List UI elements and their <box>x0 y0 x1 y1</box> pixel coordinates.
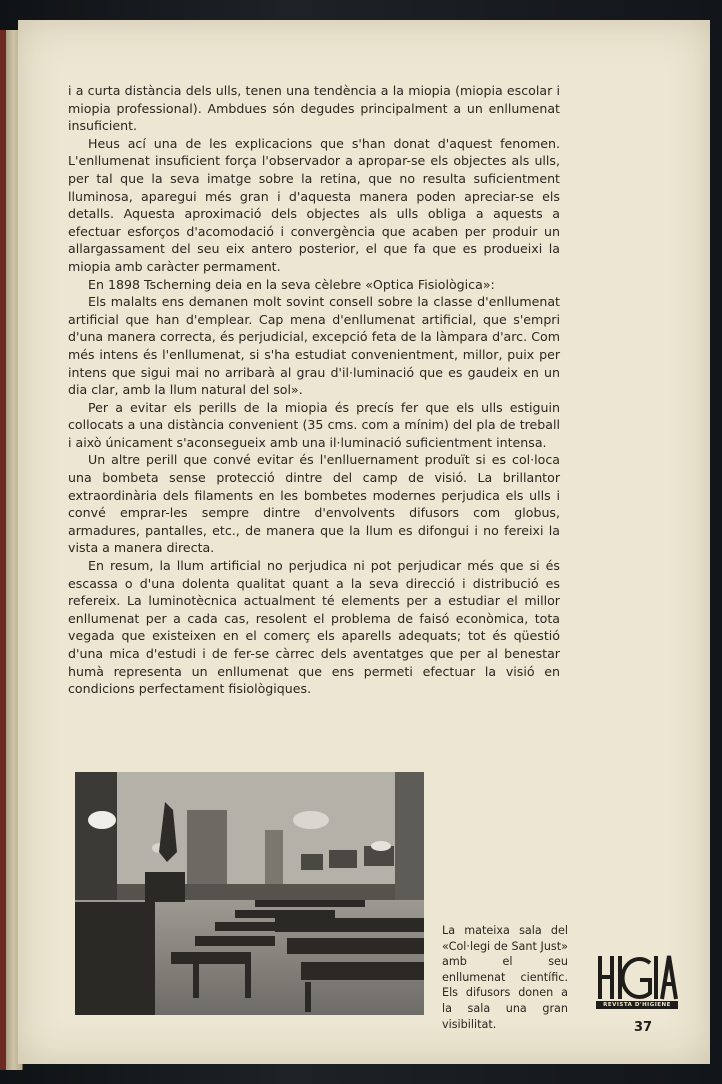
higia-logo <box>596 954 678 1010</box>
paragraph: En resum, la llum artificial no perjudica ni pot perjudicar més que si és escassa o d'una dolenta qualitat quant a la seva direcció i distribució es refereix. La luminotècnica actualment té elements per a estudiar el millor enllumenat per a cada cas, resolent el problema de faisó econòmica, tota vegada que existeixen en el comerç els aparells adequats; tot és qüestió d'una mica d'estudi i de fer-se càrrec dels aventatges que per al benestar humà representa un enllumenat que ens permeti efectuar la visió en condicions perfectament fisiològiques. <box>68 558 560 697</box>
paragraph: Un altre perill que convé evitar és l'enlluernament produït si es col·loca una bombeta sense protecció dintre del camp de visió. La brillantor extraordinària dels filaments en les bombetes modernes perjudica els ulls i convé emprar-les sempre dintre d'envolvents difusors com globus, armadures, pantalles, etc., de manera que la llum es difongui i no fereixi la vista a manera directa. <box>68 452 560 556</box>
paragraph: Els malalts ens demanen molt sovint consell sobre la classe d'enllumenat artificial que han d'emplear. Cap mena d'enllumenat artificial, que s'empri d'una manera correcta, és perjudicial, excepció feta de la làmpara d'arc. Com més intens és l'enllumenat, si s'ha estudiat convenientment, millor, puix per intens que sigui mai no arribarà al grau d'il·luminació que es gaudeix en un dia clar, amb la llum natural del sol». <box>68 294 560 398</box>
paragraph: Heus ací una de les explicacions que s'han donat d'aquest fenomen. L'enllumenat insuficient força l'observador a apropar-se els objectes als ulls, per tal que la seva imatge sobre la retina, que no resulta suficientment lluminosa, aparegui més gran i d'aquesta manera poden apreciar-se els detalls. Aquesta aproximació dels objectes als ulls obliga a aquests a efectuar esforços d'acomodació i convergència que acaben per produir un allargassament del seu eix antero posterior, el que fa que es produeixi la miopia amb caràcter permament. <box>68 135 560 274</box>
classroom-photo-drawing <box>75 772 424 1015</box>
higia-wordmark-icon <box>596 954 678 1001</box>
paragraph: i a curta distància dels ulls, tenen una tendència a la miopia (miopia escolar i miopia professional). Ambdues són degudes principalment a un enllumenat insuficient. <box>68 83 560 134</box>
page-number: 37 <box>634 1020 653 1035</box>
classroom-photo <box>75 772 424 1015</box>
book-spine <box>0 30 6 1070</box>
paragraph: En 1898 Tscherning deia en la seva cèlebre «Optica Fisiològica»: <box>88 276 495 292</box>
magazine-page <box>18 20 710 1064</box>
photo-caption: La mateixa sala del «Col·legi de Sant Just» amb el seu enllumenat científic. Els difusors donen a la sala una gran visibilitat. <box>442 924 568 1031</box>
paragraph: Per a evitar els perills de la miopia és precís fer que els ulls estiguin collocats a una distància convenient (35 cms. com a mínim) del pla de treball i això únicament s'aconsegueix amb una il·luminació suficientment intensa. <box>68 399 560 450</box>
article-body <box>68 82 560 698</box>
logo-subtitle: REVISTA D'HIGIENE <box>596 1001 678 1009</box>
